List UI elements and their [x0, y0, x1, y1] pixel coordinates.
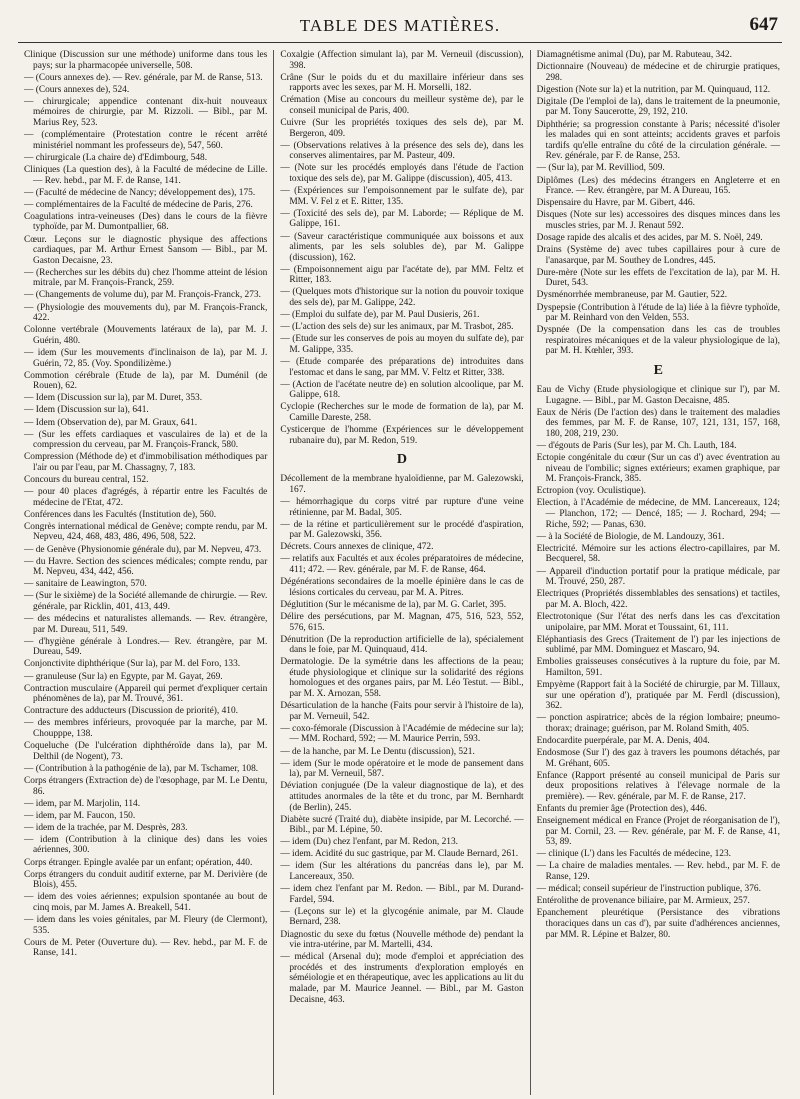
- index-entry: — du Havre. Section des sciences médicales; compte rendu, par M. Nepveu, 434, 442, 456.: [24, 556, 268, 578]
- index-entry: Déviation conjuguée (De la valeur diagnostique de la), et des attitudes anormales de la tête et du tronc, par M. Bernhardt (de Berlin), 245.: [280, 781, 524, 813]
- index-entry: Enseignement médical en France (Projet de réorganisation de l'), par M. Cornil, 23. — Rev. générale, par M. F. de Ranse, 41, 53, 89.: [536, 816, 780, 848]
- index-entry: — coxo-fémorale (Discussion à l'Académie de médecine sur la); — MM. Rochard, 592; — M. Maurice Perrin, 593.: [280, 723, 524, 745]
- index-entry: Commotion cérébrale (Etude de la), par M. Duménil (de Rouen), 62.: [24, 370, 268, 392]
- index-entry: Cuivre (Sur les propriétés toxiques des sels de), par M. Bergeron, 409.: [280, 118, 524, 139]
- index-entry: — de Genève (Physionomie générale du), par M. Nepveu, 473.: [24, 544, 262, 555]
- page-title: TABLE DES MATIÈRES.: [299, 16, 501, 35]
- index-entry: Corps étrangers du conduit auditif externe, par M. Derivière (de Blois), 455.: [24, 869, 268, 891]
- index-entry: Coxalgie (Affection simulant la), par M. Verneuil (discussion), 398.: [280, 50, 524, 71]
- index-entry: Disques (Note sur les) accessoires des disques minces dans les muscles stries, par M. J. Renaut 592.: [536, 210, 780, 231]
- index-entry: — ponction aspiratrice; abcès de la région lombaire; pneumo-thorax; drainage; guérison, par M. Roland Smith, 405.: [536, 713, 780, 734]
- index-entry: — (Cours annexes de). — Rev. générale, par M. de Ranse, 513.: [24, 72, 263, 83]
- index-entry: Conjonctivite diphthérique (Sur la), par M. del Foro, 133.: [24, 659, 241, 670]
- index-entry: Désarticulation de la hanche (Faits pour servir à l'histoire de la), par M. Verneuil, 542.: [280, 701, 524, 722]
- index-entry: Conférences dans les Facultés (Institution de), 560.: [24, 509, 217, 520]
- index-columns: [18, 50, 786, 1095]
- index-entry: — (Etude sur les conserves de pois au moyen du sulfate de), par M. Galippe, 335.: [280, 334, 524, 355]
- page-number: 647: [749, 14, 778, 35]
- index-entry: Cysticerque de l'homme (Expériences sur le développement rubanaire du), par M. Redon, 519.: [280, 425, 524, 446]
- index-entry: — idem dans les voies génitales, par M. Fleury (de Clermont), 535.: [24, 915, 268, 936]
- index-entry: — idem, par M. Faucon, 150.: [24, 810, 136, 821]
- index-entry: — (Sur le sixième) de la Société allemande de chirurgie. — Rev. générale, par Ricklin, 401, 413, 449.: [24, 591, 268, 612]
- index-entry: — pour 40 places d'agrégés, à répartir entre les Facultés de médecine de l'Etat, 472.: [24, 487, 268, 508]
- index-entry: — (Sur les effets cardiaques et vasculaires de la) et de la compression du cerveau, par M. François-Franck, 580.: [24, 429, 268, 451]
- index-entry: — (Saveur caractéristique communiquée aux boissons et aux aliments, par les sels solubles de), par M. Galippe (discussion), 162.: [280, 231, 524, 263]
- index-entry: Dispensaire du Havre, par M. Gibert, 446.: [536, 198, 695, 209]
- index-entry: — Appareil d'induction portatif pour la pratique médicale, par M. Trouvé, 250, 287.: [536, 566, 780, 588]
- index-entry: — idem (Sur les mouvements d'inclinaison de la), par M. J. Guérin, 72, 85. (Voy. Spondilizème.): [24, 347, 268, 369]
- index-entry: — complémentaires de la Faculté de médecine de Paris, 276.: [24, 199, 253, 210]
- index-entry: Diabète sucré (Traité du), diabète insipide, par M. Lecorché. — Bibl., par M. Lépine, 50.: [280, 814, 524, 836]
- index-entry: Diphthérie; sa progression constante à Paris; nécessité d'isoler les malades qui en sont atteints; accidents graves et parfois tardifs qu'elle entraîne du côté de la circulation générale. — Rev. générale, par F. de Ranse, 253.: [536, 119, 780, 162]
- index-entry: Corps étrangers (Extraction de) de l'œsophage, par M. Le Dentu, 86.: [24, 775, 268, 797]
- index-entry: Dictionnaire (Nouveau) de médecine et de chirurgie pratiques, 298.: [536, 62, 780, 83]
- index-entry: Corps étranger. Epingle avalée par un enfant; opération, 440.: [24, 857, 253, 868]
- index-entry: Décollement de la membrane hyaloïdienne, par M. Galezowski, 167.: [280, 474, 524, 495]
- index-entry: Electricité. Mémoire sur les actions électro-capillaires, par M. Becquerel, 58.: [536, 543, 780, 565]
- index-entry: — des membres inférieurs, provoquée par la marche, par M. Choupppe, 138.: [24, 718, 268, 740]
- index-entry: Dosage rapide des alcalis et des acides, par M. S. Noël, 249.: [536, 233, 763, 243]
- index-entry: — (Recherches sur les débits du) chez l'homme atteint de lésion mitrale, par M. François-Franck, 259.: [24, 267, 268, 289]
- index-entry: Compression (Méthode de) et d'immobilisation méthodiques par l'air ou par l'eau, par M. Chassagny, 7, 183.: [24, 452, 268, 473]
- index-entry: — (Toxicité des sels de), par M. Laborde; — Réplique de M. Galippe, 161.: [280, 208, 524, 230]
- index-entry: Clinique (Discussion sur une méthode) uniforme dans tous les pays; sur la pharmacopée universelle, 508.: [24, 50, 268, 71]
- index-entry: — (Empoisonnement aigu par l'acétate de), par MM. Feltz et Ritter, 183.: [280, 264, 524, 286]
- index-entry: — hémorrhagique du corps vitré par rupture d'une veine rétinienne, par M. Badal, 305.: [280, 496, 524, 518]
- index-entry: Dégénérations secondaires de la moelle épinière dans le cas de lésions corticales du cerveau, par M. A. Pitres.: [280, 577, 524, 598]
- index-entry: — (Leçons sur le) et la glycogénie animale, par M. Claude Bernard, 238.: [280, 906, 524, 928]
- index-entry: Eau de Vichy (Etude physiologique et clinique sur l'), par M. Lugagne. — Bibl., par M. Gaston Decaisne, 485.: [536, 385, 780, 406]
- index-entry: Entérolithe de provenance biliaire, par M. Armieux, 257.: [536, 896, 750, 907]
- index-entry: — (Contribution à la pathogénie de la), par M. Tschamer, 108.: [24, 763, 259, 774]
- index-entry: Cliniques (La question des), à la Faculté de médecine de Lille. — Rev. hebd., par M. F. de Ranse, 141.: [24, 164, 268, 186]
- index-entry: Epanchement pleurétique (Persistance des vibrations thoraciques dans un cas d'), par suite d'adhérences anciennes, par MM. R. Lépine et Balzer, 80.: [536, 908, 780, 940]
- index-entry: Délire des persécutions, par M. Magnan, 475, 516, 523, 552, 576, 615.: [280, 611, 524, 633]
- index-entry: Contraction musculaire (Appareil qui permet d'expliquer certain phénomènes de la), par M. Trouvé, 361.: [24, 683, 268, 705]
- index-entry: — relatifs aux Facultés et aux écoles préparatoires de médecine, 411; 472. — Rev. générale, par M. F. de Ranse, 464.: [280, 554, 524, 576]
- index-entry: Eaux de Néris (De l'action des) dans le traitement des maladies des femmes, par M. F. de Ranse, 107, 121, 131, 157, 168, 180, 208, 219, 230.: [536, 407, 780, 439]
- index-entry: Endocardite puerpérale, par M. A. Denis, 404.: [536, 735, 710, 746]
- index-entry: — de la hanche, par M. Le Dentu (discussion), 521.: [280, 746, 475, 757]
- index-entry: Electrotonique (Sur l'état des nerfs dans les cas d'excitation unipolaire, par MM. Morat et Toussaint, 61, 111.: [536, 611, 780, 633]
- index-entry: — à la Société de Biologie, de M. Landouzy, 361.: [536, 531, 725, 542]
- index-entry: — chirurgicale (La chaire de) d'Edimbourg, 548.: [24, 152, 208, 163]
- index-entry: — idem de la trachée, par M. Desprès, 283.: [24, 822, 188, 833]
- index-entry: — chirurgicale; appendice contenant dix-huit nouveaux mémoires de chirurgie, par M. Rizzoli. — Bibl., par M. Marius Rey, 523.: [24, 96, 268, 129]
- page-header: [18, 12, 782, 43]
- index-entry: — (Faculté de médecine de Nancy; développement des), 175.: [24, 187, 256, 198]
- index-entry: Dure-mère (Note sur les effets de l'excitation de la), par M. H. Duret, 543.: [536, 267, 780, 289]
- index-entry: — (Action de l'acétate neutre de) en solution alcoolique, par M. Galippe, 618.: [280, 379, 524, 401]
- index-entry: — sanitaire de Leawington, 570.: [24, 579, 147, 590]
- index-entry: Ectropion (voy. Oculistique).: [536, 486, 646, 497]
- index-entry: — (L'action des sels de) sur les animaux, par M. Trasbot, 285.: [280, 322, 514, 333]
- index-entry: Coagulations intra-veineuses (Des) dans le cours de la fièvre typhoïde, par M. Dumontpallier, 68.: [24, 211, 268, 233]
- index-entry: Cyclopie (Recherches sur le mode de formation de la), par M. Camille Dareste, 258.: [280, 402, 524, 423]
- section-letter: E: [653, 363, 663, 379]
- index-entry: Décrets. Cours annexes de clinique, 472.: [280, 542, 434, 553]
- index-entry: Coqueluche (De l'ulcération diphthéroïde dans la), par M. Delthil (de Nogent), 73.: [24, 741, 268, 762]
- index-entry: Endosmose (Sur l') des gaz à travers les poumons détachés, par M. Gréhant, 605.: [536, 748, 780, 769]
- index-entry: Election, à l'Académie de médecine, de MM. Lancereaux, 124; — Planchon, 172; — Dencé, 185; — J. Rochard, 294; — Riche, 592; — Panas, 630.: [536, 498, 780, 530]
- index-entry: Crâne (Sur le poids du et du maxillaire inférieur dans ses rapports avec les sexes, par M. H. Morselli, 182.: [280, 72, 524, 94]
- index-entry: — (Quelques mots d'historique sur la notion du pouvoir toxique des sels de), par M. Galippe, 242.: [280, 287, 524, 309]
- index-entry: Digestion (Note sur la) et la nutrition, par M. Quinquaud, 112.: [536, 84, 771, 95]
- index-entry: — de la rétine et particulièrement sur le procédé d'aspiration, par M. Galezowski, 356.: [280, 519, 524, 541]
- index-entry: — Idem (Discussion sur la), 641.: [24, 405, 149, 416]
- index-entry: — (Sur la), par M. Revilliod, 509.: [536, 163, 665, 174]
- index-entry: — (Expériences sur l'empoisonnement par le sulfate de), par MM. V. Fel z et E. Ritter, 135.: [280, 186, 524, 207]
- index-entry: Dermatologie. De la symétrie dans les affections de la peau; étude physiologique et clinique sur la solidarité des régions homologues et des organes pairs, par M. Léo Testut. — Bibl., par M. X. Arnozan, 558.: [280, 657, 524, 700]
- index-entry: — (complémentaire (Protestation contre le récent arrêté ministériel nommant les professeurs de), 547, 560.: [24, 130, 268, 151]
- index-entry: Dyspnée (De la compensation dans les cas de troubles respiratoires mécaniques et de la valeur physiologique de la), par M. H. Kœhler, 393.: [536, 325, 780, 357]
- index-entry: Congrès international médical de Genève; compte rendu, par M. Nepveu, 424, 468, 483, 486, 496, 508, 522.: [24, 521, 268, 543]
- index-entry: — clinique (L') dans les Facultés de médecine, 123.: [536, 849, 731, 860]
- index-entry: — (Emploi du sulfate de), par M. Paul Dusieris, 261.: [280, 310, 480, 321]
- index-entry: Diagnostic du sexe du fœtus (Nouvelle méthode de) pendant la vie intra-utérine, par M. Martelli, 434.: [280, 929, 524, 951]
- index-entry: — médical (Arsenal du); mode d'emploi et appréciation des procédés et des instruments d'exploration employés en séméiologie et en thérapeutique, avec les applications au lit du malade, par M. Maurice Jeannel. — Bibl., par M. Gaston Decaisne, 463.: [280, 952, 524, 1005]
- index-entry: — idem. Acidité du suc gastrique, par M. Claude Bernard, 261.: [280, 849, 519, 860]
- index-entry: Crémation (Mise au concours du meilleur système de), par le conseil municipal de Paris, 400.: [280, 95, 524, 116]
- index-entry: Diamagnétisme animal (Du), par M. Rabuteau, 342.: [536, 50, 732, 60]
- index-entry: — idem chez l'enfant par M. Redon. — Bibl., par M. Durand-Fardel, 594.: [280, 884, 524, 905]
- index-entry: — idem (Contribution à la clinique des) dans les voies aériennes, 300.: [24, 834, 268, 856]
- index-entry: — (Changements de volume du), par M. François-Franck, 273.: [24, 290, 261, 301]
- index-entry: — Idem (Discussion sur la), par M. Duret, 353.: [24, 393, 203, 404]
- index-entry: Diplômes (Les) des médecins étrangers en Angleterre et en France. — Rev. étrangère, par M. A Dureau, 165.: [536, 175, 780, 197]
- index-entry: Enfants du premier âge (Protection des), 446.: [536, 804, 707, 814]
- index-entry: Ectopie congénitale du cœur (Sur un cas d') avec éventration au niveau de l'ombilic; signes extérieurs; examen graphique, par M. François-Franck, 385.: [536, 453, 780, 485]
- index-entry: — idem (Sur les altérations du pancréas dans le), par M. Lancereaux, 350.: [280, 861, 524, 883]
- index-entry: — d'hygiène générale à Londres.— Rev. étrangère, par M. Dureau, 549.: [24, 636, 268, 658]
- index-entry: — (Physiologie des mouvements du), par M. François-Franck, 422.: [24, 302, 268, 324]
- index-entry: Embolies graisseuses consécutives à la rupture du foie, par M. Hamilton, 591.: [536, 657, 780, 678]
- index-entry: Cœur. Leçons sur le diagnostic physique des affections cardiaques, par M. Arthur Ernest Sansom — Bibl., par M. Gaston Decaisne, 23.: [24, 234, 268, 266]
- index-column-3: [530, 50, 786, 1095]
- index-entry: — (Observations relatives à la présence des sels de), dans les conserves alimentaires, par M. Pasteur, 409.: [280, 140, 524, 162]
- section-letter: D: [396, 452, 408, 468]
- index-entry: Contracture des adducteurs (Discussion de priorité), 410.: [24, 706, 239, 717]
- index-entry: — idem, par M. Marjolin, 114.: [24, 798, 141, 809]
- index-entry: Concours du bureau central, 152.: [24, 474, 149, 485]
- index-entry: Dysménorrhée membraneuse, par M. Gautier, 522.: [536, 290, 728, 301]
- index-entry: Empyème (Rapport fait à la Société de chirurgie, par M. Tillaux, sur une opération d'), pratiquée par M. Ferdl (discussion), 362.: [536, 679, 780, 712]
- index-column-1: [18, 50, 273, 1095]
- index-entry: — d'égouts de Paris (Sur les), par M. Ch. Lauth, 184.: [536, 441, 737, 451]
- index-entry: Drains (Système de) avec tubes capillaires pour à cure de l'anasarque, par M. Southey de Londres, 445.: [536, 245, 780, 266]
- index-entry: Dénutrition (De la reproduction artificielle de la), spécialement dans le foie, par M. Quinquaud, 414.: [280, 634, 524, 656]
- index-entry: — (Etude comparée des préparations de) introduites dans l'estomac et dans le sang, par MM. V. Feltz et Ritter, 338.: [280, 357, 524, 378]
- index-entry: Déglutition (Sur le mécanisme de la), par M. G. Carlet, 395.: [280, 599, 507, 610]
- index-entry: — idem (Sur le mode opératoire et le mode de pansement dans la), par M. Verneuil, 587.: [280, 758, 524, 780]
- index-entry: Digitale (De l'emploi de la), dans le traitement de la pneumonie, par M. Tony Saucerotte, 29, 192, 210.: [536, 96, 780, 118]
- index-entry: Dyspepsie (Contribution à l'étude de la) liée à la fièvre typhoïde, par M. Reinhard von den Velden, 553.: [536, 302, 780, 324]
- index-entry: Electriques (Propriétés dissemblables des sensations) et tactiles, par M. A. Bloch, 422.: [536, 589, 780, 610]
- index-entry: — médical; conseil supérieur de l'instruction publique, 376.: [536, 884, 761, 895]
- index-entry: — idem (Du) chez l'enfant, par M. Redon, 213.: [280, 837, 459, 848]
- index-entry: Eléphantiasis des Grecs (Traitement de l') par les injections de sublimé, par MM. Dominguez et Mascaro, 94.: [536, 634, 780, 656]
- index-entry: Colonne vertébrale (Mouvements latéraux de la), par M. J. Guérin, 480.: [24, 325, 268, 346]
- index-entry: Cours de M. Peter (Ouverture du). — Rev. hebd., par M. F. de Ranse, 141.: [24, 937, 268, 959]
- index-entry: — granuleuse (Sur la) en Egypte, par M. Gayat, 269.: [24, 671, 223, 682]
- index-entry: — des médecins et naturalistes allemands. — Rev. étrangère, par M. Dureau, 511, 549.: [24, 614, 268, 635]
- index-entry: — idem des voies aériennes; expulsion spontanée au bout de cinq mois, par M. James A. Breakell, 541.: [24, 892, 268, 913]
- index-entry: Enfance (Rapport présenté au conseil municipal de Paris sur deux propositions relatives à l'élevage normale de la première). — Rev. générale, par M. F. de Ranse, 217.: [536, 770, 780, 802]
- index-entry: — (Note sur les procédés employés dans l'étude de l'action toxique des sels de), par M. Galippe (discussion), 405, 413.: [280, 163, 524, 185]
- index-entry: — La chaire de maladies mentales. — Rev. hebd., par M. F. de Ranse, 129.: [536, 861, 780, 883]
- index-entry: — Idem (Observation de), par M. Graux, 641.: [24, 417, 198, 428]
- index-column-2: [273, 50, 529, 1095]
- index-entry: — (Cours annexes de), 524.: [24, 84, 130, 95]
